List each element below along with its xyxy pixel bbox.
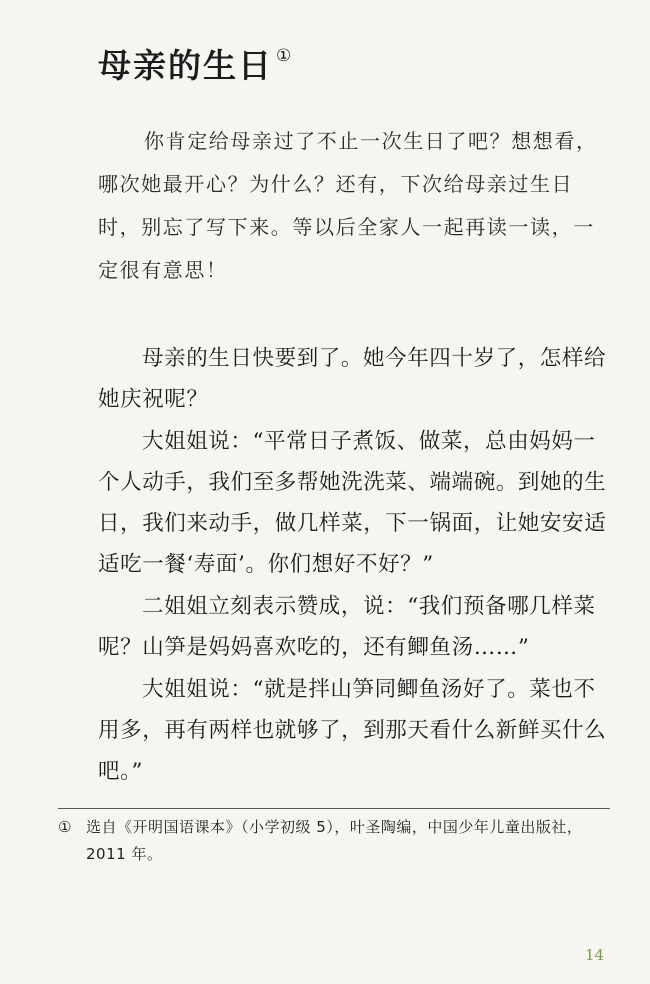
chapter-title: [98, 34, 293, 88]
page-number: 14: [585, 946, 605, 964]
footnote-line-2: 2011 年。: [86, 845, 163, 863]
intro-paragraph: 你肯定给母亲过了不止一次生日了吧？想想看，哪次她最开心？为什么？还有，下次给母亲过生日时，别忘了写下来。等以后全家人一起再读一读，一定很有意思！: [98, 129, 598, 282]
story-paragraph-2: 大姐姐说：“平常日子煮饭、做菜，总由妈妈一个人动手，我们至多帮她洗洗菜、端端碗。到她的生日，我们来动手，做几样菜，下一锅面，让她安安适适吃一餐‘寿面’。你们想好不好？”: [98, 429, 607, 577]
footnote-line-1: 选自《开明国语课本》（小学初级 5），叶圣陶编，中国少年儿童出版社，: [86, 818, 583, 836]
footnote-divider: [58, 808, 610, 809]
story-paragraph-1: 母亲的生日快要到了。她今年四十岁了，怎样给她庆祝呢？: [98, 346, 607, 412]
story-paragraph-3: 二姐姐立刻表示赞成，说：“我们预备哪几样菜呢？山笋是妈妈喜欢吃的，还有鲫鱼汤……”: [98, 594, 596, 660]
story-paragraph-4: 大姐姐说：“就是拌山笋同鲫鱼汤好了。菜也不用多，再有两样也就够了，到那天看什么新鲜买什么吧。”: [98, 677, 607, 784]
footnote-reference: ①: [276, 46, 294, 66]
chapter-title-text: 母亲的生日: [98, 46, 273, 85]
footnote: [58, 814, 613, 868]
story-body: [98, 338, 610, 793]
footnote-marker: ①: [58, 818, 72, 836]
